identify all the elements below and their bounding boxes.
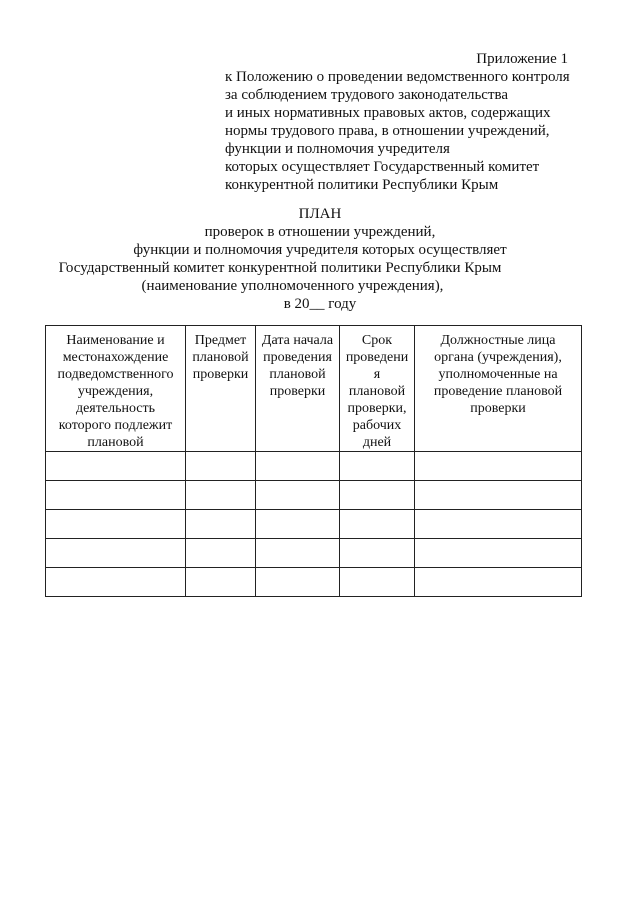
- header-text: я: [373, 367, 381, 382]
- table-cell: [415, 510, 582, 539]
- header-text: Срок: [361, 333, 393, 348]
- header-text: проверки: [192, 367, 249, 382]
- table-cell: [186, 510, 256, 539]
- plan-title: ПЛАН: [298, 206, 342, 222]
- header-officials: [415, 326, 582, 452]
- appendix-line: и иных нормативных правовых актов, содержащих: [225, 105, 551, 121]
- table-cell: [415, 539, 582, 568]
- header-text: органа (учреждения),: [434, 350, 562, 365]
- header-text: проверки,: [347, 401, 407, 416]
- appendix-line: к Положению о проведении ведомственного контроля: [225, 69, 570, 85]
- header-text: Должностные лица: [440, 333, 556, 348]
- table-cell: [340, 539, 415, 568]
- plan-subtitle-line: Государственный комитет конкурентной политики Республики Крым: [58, 260, 502, 276]
- table-cell: [415, 481, 582, 510]
- appendix-line: за соблюдением трудового законодательства: [225, 87, 509, 103]
- table-row: [46, 568, 582, 597]
- header-start-date: [256, 326, 340, 452]
- header-text: местонахождение: [62, 350, 169, 365]
- table-row: [46, 481, 582, 510]
- table-header-row: [46, 326, 582, 452]
- table-row: [46, 539, 582, 568]
- appendix-line: функции и полномочия учредителя: [225, 141, 450, 157]
- table-row: [46, 510, 582, 539]
- table-row: [46, 452, 582, 481]
- table-cell: [415, 452, 582, 481]
- table-cell: [46, 481, 186, 510]
- table-cell: [256, 481, 340, 510]
- header-text: дней: [362, 435, 392, 450]
- table-cell: [186, 568, 256, 597]
- table-cell: [186, 481, 256, 510]
- appendix-title: Приложение 1: [476, 51, 568, 67]
- header-text: подведомственного: [57, 367, 174, 382]
- plan-year-line: в 20__ году: [283, 296, 357, 312]
- header-text: Дата начала: [261, 333, 334, 348]
- table-cell: [340, 568, 415, 597]
- appendix-reference: [225, 68, 605, 194]
- table-cell: [415, 568, 582, 597]
- table-cell: [256, 568, 340, 597]
- header-subject: [186, 326, 256, 452]
- header-text: Наименование и: [66, 333, 165, 348]
- header-text: проведени: [345, 350, 409, 365]
- plan-subtitle-line: функции и полномочия учредителя которых осуществляет: [133, 242, 507, 258]
- header-text: плановой: [87, 435, 144, 450]
- table-cell: [46, 510, 186, 539]
- header-text: плановой: [348, 384, 406, 399]
- appendix-line: нормы трудового права, в отношении учреждений,: [225, 123, 550, 139]
- plan-subtitle-line: (наименование уполномоченного учреждения),: [141, 278, 444, 294]
- header-text: плановой: [192, 350, 249, 365]
- table-cell: [186, 539, 256, 568]
- table-cell: [186, 452, 256, 481]
- header-text: проведения: [263, 350, 332, 365]
- header-text: учреждения,: [77, 384, 154, 399]
- table-cell: [46, 452, 186, 481]
- table-cell: [46, 539, 186, 568]
- header-text: которого подлежит: [58, 418, 173, 433]
- plan-subtitle-line: проверок в отношении учреждений,: [204, 224, 436, 240]
- header-text: проверки: [470, 401, 526, 416]
- header-text: Предмет: [194, 333, 247, 348]
- table-cell: [340, 481, 415, 510]
- table-cell: [256, 539, 340, 568]
- appendix-line: которых осуществляет Государственный комитет: [225, 159, 540, 175]
- header-duration: [340, 326, 415, 452]
- header-text: рабочих: [352, 418, 402, 433]
- header-text: проведение плановой: [433, 384, 563, 399]
- plan-table: [45, 325, 582, 597]
- appendix-line: конкурентной политики Республики Крым: [225, 177, 499, 193]
- table-cell: [46, 568, 186, 597]
- plan-heading: [0, 205, 640, 313]
- table-cell: [340, 510, 415, 539]
- header-institution: [46, 326, 186, 452]
- table-cell: [256, 452, 340, 481]
- header-text: деятельность: [75, 401, 156, 416]
- header-text: плановой: [269, 367, 326, 382]
- header-text: проверки: [269, 384, 326, 399]
- table-cell: [256, 510, 340, 539]
- header-text: уполномоченные на: [438, 367, 558, 382]
- table-cell: [340, 452, 415, 481]
